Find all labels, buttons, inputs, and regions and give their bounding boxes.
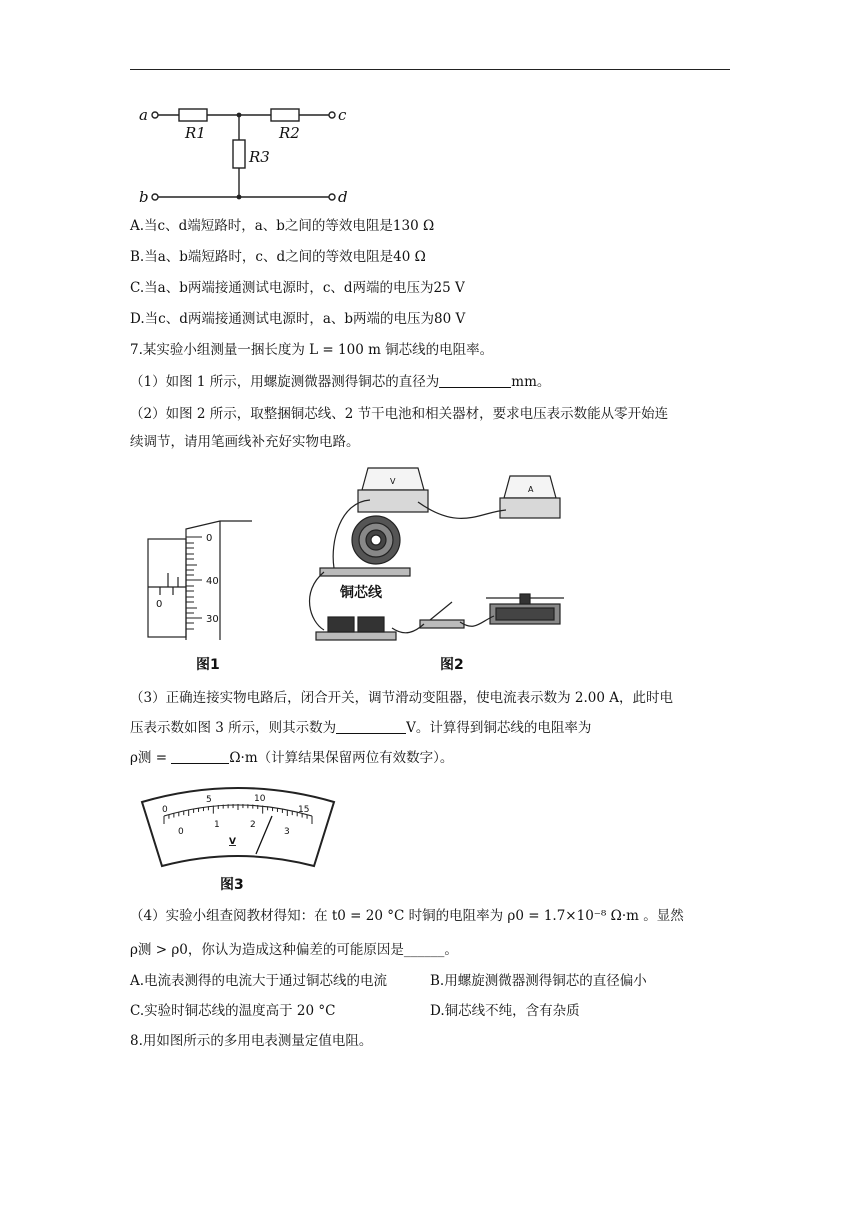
thimble-label-30: 30 (206, 614, 219, 625)
q6-option-c: C.当a、b两端接通测试电源时，c、d两端的电压为25 V (130, 280, 465, 296)
figure-2-caption: 图2 (440, 657, 464, 673)
q7-part3-line2-text: 压表示数如图 3 所示，则其示数为 (130, 720, 337, 736)
q6-option-a: A.当c、d端短路时，a、b之间的等效电阻是130 Ω (130, 218, 435, 234)
header-rule (130, 69, 730, 70)
q7-part3-line2 (130, 718, 591, 738)
q7-option-a: A.电流表测得的电流大于通过铜芯线的电流 (130, 973, 388, 989)
inner-scale-2: 2 (250, 820, 256, 830)
q7-part1 (130, 372, 550, 392)
terminal-a-label: a (139, 106, 148, 124)
terminal-d-label: d (338, 188, 348, 206)
r1-label: R1 (185, 124, 206, 142)
q7-part3-line3-after: Ω·m（计算结果保留两位有效数字）。 (229, 750, 454, 766)
q6-option-d: D.当c、d两端接通测试电源时，a、b两端的电压为80 V (130, 311, 466, 327)
q7-option-d: D.铜芯线不纯，含有杂质 (430, 1003, 580, 1019)
q7-option-c: C.实验时铜芯线的温度高于 20 °C (130, 1003, 336, 1019)
circuit-apparatus-figure (300, 462, 580, 652)
inner-scale-3: 3 (284, 827, 290, 837)
answer-blank-diameter[interactable] (439, 373, 511, 388)
q7-part4-line1: （4）实验小组查阅教材得知：在 t0 = 20 °C 时铜的电阻率为 ρ0 = 1.7×10⁻⁸ Ω·m 。显然 (130, 908, 684, 924)
q8-stem: 8.用如图所示的多用电表测量定值电阻。 (130, 1033, 373, 1049)
outer-scale-0: 0 (162, 805, 168, 815)
figure-3-caption: 图3 (220, 877, 244, 893)
outer-scale-15: 15 (298, 805, 310, 815)
answer-blank-voltage[interactable] (336, 719, 406, 734)
copper-wire-label: 铜芯线 (340, 585, 382, 601)
q7-part2-line1: （2）如图 2 所示，取整捆铜芯线、2 节干电池和相关器材，要求电压表示数能从零开始连 (130, 406, 669, 422)
inner-scale-0: 0 (178, 827, 184, 837)
micrometer-figure (140, 515, 260, 640)
voltmeter-dial-figure (138, 780, 338, 880)
answer-blank-resistivity[interactable] (171, 749, 229, 764)
rho-measured-symbol: ρ测 = (130, 750, 168, 766)
q7-part3-line3 (130, 748, 453, 768)
thimble-label-40: 40 (206, 576, 219, 587)
sleeve-label-0: 0 (156, 599, 163, 610)
resistor-network-diagram (135, 100, 365, 208)
terminal-c-label: c (338, 106, 347, 124)
q7-part1-text: （1）如图 1 所示，用螺旋测微器测得铜芯的直径为 (130, 374, 440, 390)
q7-option-b: B.用螺旋测微器测得铜芯的直径偏小 (430, 973, 647, 989)
voltmeter-label: V (390, 477, 396, 486)
r2-label: R2 (279, 124, 300, 142)
figure-1-caption: 图1 (196, 657, 220, 673)
thimble-label-0: 0 (206, 533, 213, 544)
q7-options-row2 (130, 1001, 580, 1021)
q7-part2-line2: 续调节，请用笔画线补充好实物电路。 (130, 434, 360, 450)
dial-unit-v: V (229, 837, 236, 847)
q7-part3-line2-after: V。计算得到铜芯线的电阻率为 (406, 720, 592, 736)
outer-scale-5: 5 (206, 795, 212, 805)
q7-part1-unit: mm。 (511, 374, 551, 390)
q7-part4-line2: ρ测 > ρ0，你认为造成这种偏差的可能原因是______。 (130, 942, 458, 958)
r3-label: R3 (249, 148, 270, 166)
q7-part3-line1: （3）正确连接实物电路后，闭合开关，调节滑动变阻器，使电流表示数为 2.00 A，此时电 (130, 690, 673, 706)
q7-options-row1 (130, 971, 647, 991)
outer-scale-10: 10 (254, 794, 266, 804)
terminal-b-label: b (139, 188, 149, 206)
q7-stem: 7.某实验小组测量一捆长度为 L = 100 m 铜芯线的电阻率。 (130, 342, 494, 358)
q6-option-b: B.当a、b端短路时，c、d之间的等效电阻是40 Ω (130, 249, 426, 265)
inner-scale-1: 1 (214, 820, 220, 830)
ammeter-label: A (528, 485, 534, 494)
